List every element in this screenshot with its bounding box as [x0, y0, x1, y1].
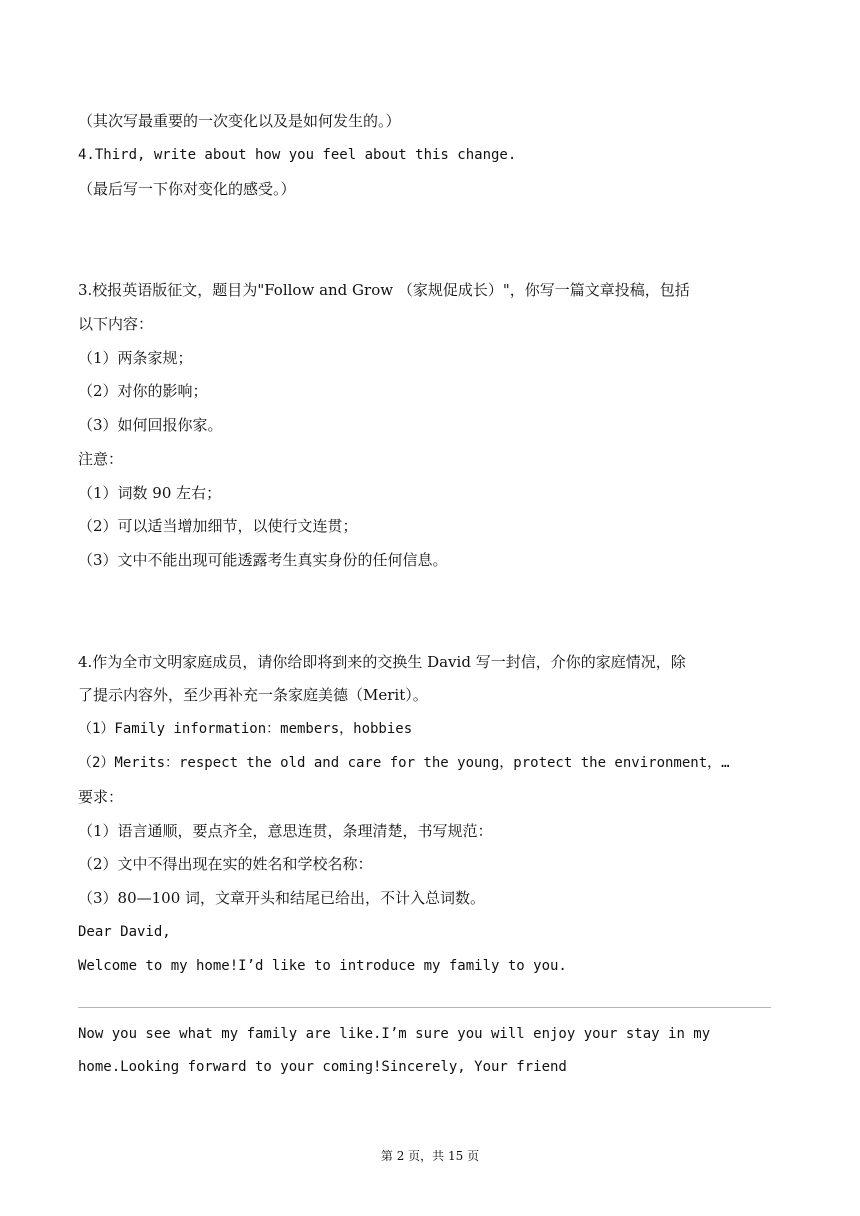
question-3-prompt: 3.校报英语版征文，题目为"Follow and Grow （家规促成长）"，你写一篇文章投稿，包括: [78, 281, 690, 299]
question-3-note: （3）文中不能出现可能透露考生真实身份的任何信息。: [78, 551, 448, 569]
question-4-hint: （2）Merits：respect the old and care for the young，protect the environment，…: [78, 755, 730, 771]
question-4-prompt: 4.作为全市文明家庭成员，请你给即将到来的交换生 David 写一封信，介你的家庭情况，除: [78, 653, 686, 671]
question-4-req-label: 要求：: [78, 788, 124, 806]
question-4-requirement: （2）文中不得出现在实的姓名和学校名称：: [78, 855, 373, 873]
letter-salutation: Dear David,: [78, 924, 171, 940]
instruction-line: （最后写一下你对变化的感受。）: [78, 180, 296, 198]
question-3-note: （2）可以适当增加细节，以使行文连贯；: [78, 517, 358, 535]
question-3-item: （1）两条家规；: [78, 349, 193, 367]
letter-opening: Welcome to my home!I’d like to introduce my family to you.: [78, 958, 567, 974]
question-4-requirement: （1）语言通顺，要点齐全，意思连贯，条理清楚，书写规范：: [78, 822, 493, 840]
question-4-requirement: （3）80—100 词，文章开头和结尾已给出，不计入总词数。: [78, 889, 486, 907]
letter-closing: Now you see what my family are like.I’m sure you will enjoy your stay in my: [78, 1026, 711, 1042]
question-3-prompt-cont: 以下内容：: [78, 315, 154, 333]
question-3-note: （1）词数 90 左右；: [78, 484, 222, 502]
instruction-line: 4.Third, write about how you feel about this change.: [78, 147, 517, 163]
page-number: 第 2 页，共 15 页: [380, 1149, 480, 1163]
question-4-hint: （1）Family information：members，hobbies: [78, 721, 413, 737]
question-4-prompt-cont: 了提示内容外，至少再补充一条家庭美德（Merit）。: [78, 686, 428, 704]
answer-line: [78, 1007, 771, 1008]
question-3-item: （2）对你的影响；: [78, 382, 208, 400]
question-3-item: （3）如何回报你家。: [78, 416, 223, 434]
instruction-line: （其次写最重要的一次变化以及是如何发生的。）: [78, 112, 401, 130]
question-3-note-label: 注意：: [78, 450, 124, 468]
letter-closing: home.Looking forward to your coming!Sincerely, Your friend: [78, 1059, 567, 1075]
